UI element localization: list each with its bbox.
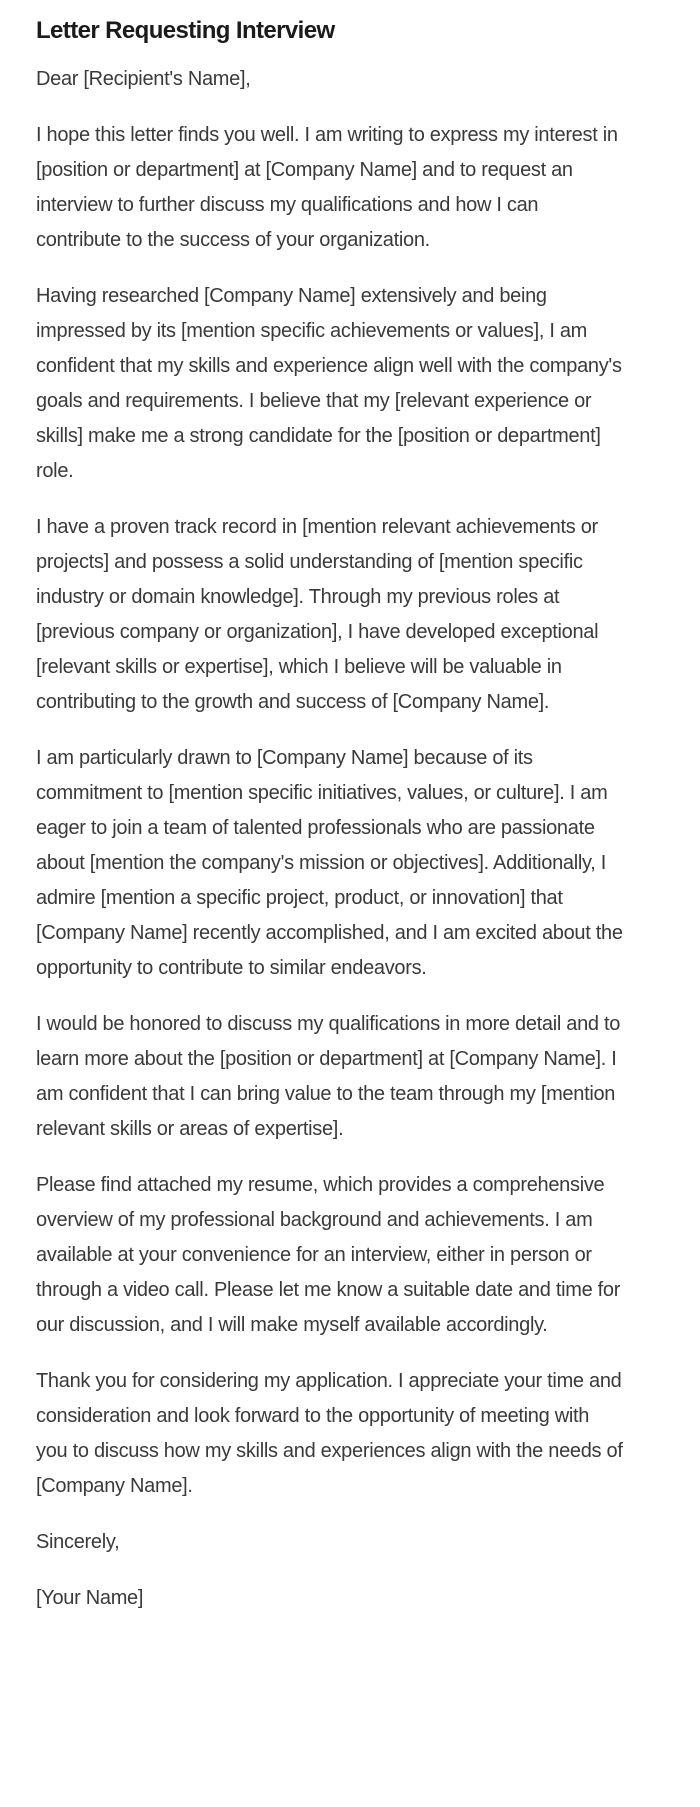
- letter-paragraph-4: I am particularly drawn to [Company Name] because of its commitment to [mention specific initiatives, values, or culture]. I am eager to join a team of talented professionals who are passionate about [mention the company's mission or objectives]. Additionally, I admire [mention a specific project, product, or innovation] that [Company Name] recently accomplished, and I am excited about the opportunity to contribute to similar endeavors.: [36, 747, 623, 979]
- letter-paragraph-2: Having researched [Company Name] extensively and being impressed by its [mention specific achievements or values], I am confident that my skills and experience align well with the company's goals and requirements. I believe that my [relevant experience or skills] make me a strong candidate for the [position or department] role.: [36, 285, 622, 482]
- letter-paragraph-6: Please find attached my resume, which provides a comprehensive overview of my professional background and achievements. I am available at your convenience for an interview, either in person or through a video call. Please let me know a suitable date and time for our discussion, and I will make myself available accordingly.: [36, 1174, 621, 1336]
- page-title: Letter Requesting Interview: [36, 17, 335, 44]
- letter-signature: [Your Name]: [36, 1587, 144, 1609]
- letter-paragraph-7: Thank you for considering my application. I appreciate your time and consideration and look forward to the opportunity of meeting with you to discuss how my skills and experiences align with the needs of [Company Name].: [36, 1370, 623, 1497]
- letter-closing: Sincerely,: [36, 1531, 120, 1553]
- letter-salutation: Dear [Recipient's Name],: [36, 68, 251, 90]
- letter-paragraph-1: I hope this letter finds you well. I am writing to express my interest in [position or department] at [Company Name] and to request an interview to further discuss my qualifications and how I can contribute to the success of your organization.: [36, 124, 618, 251]
- letter-paragraph-3: I have a proven track record in [mention relevant achievements or projects] and possess a solid understanding of [mention specific industry or domain knowledge]. Through my previous roles at [previous company or organization], I have developed exceptional [relevant skills or expertise], which I believe will be valuable in contributing to the growth and success of [Company Name].: [36, 516, 599, 713]
- letter-paragraph-5: I would be honored to discuss my qualifications in more detail and to learn more about the [position or department] at [Company Name]. I am confident that I can bring value to the team through my [mention relevant skills or areas of expertise].: [36, 1013, 621, 1140]
